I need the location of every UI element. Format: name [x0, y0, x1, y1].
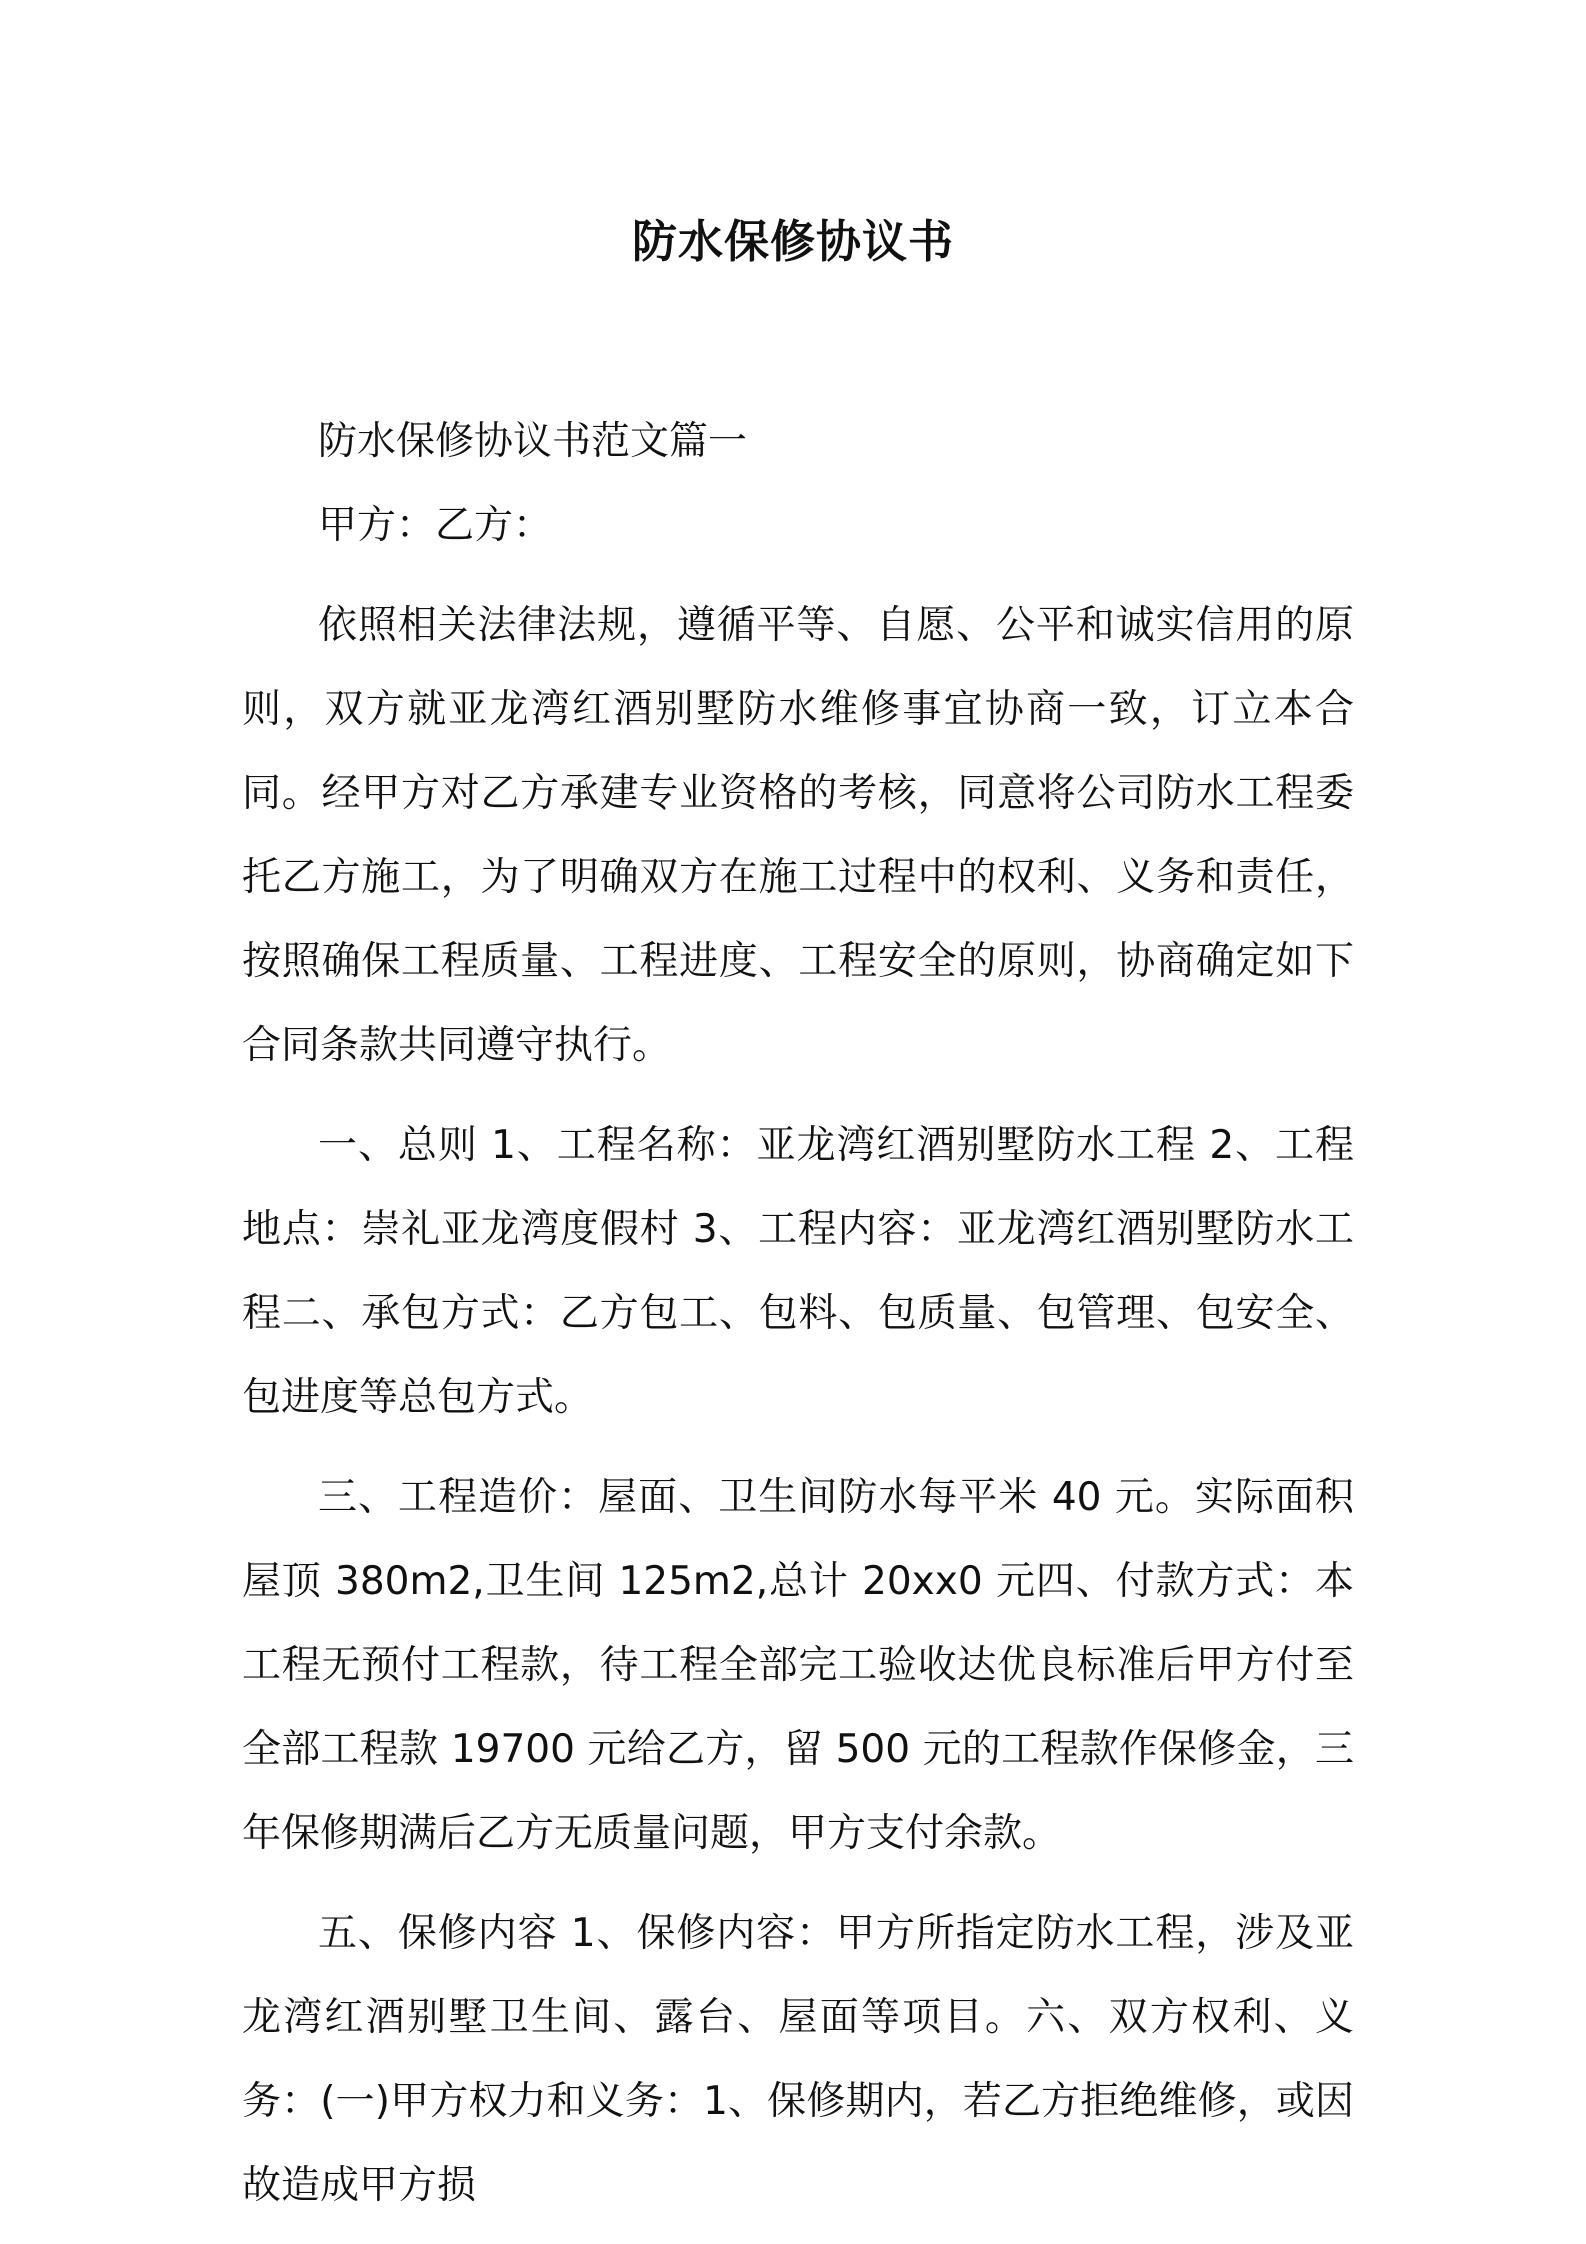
- document-body: [242, 400, 1354, 2228]
- paragraph-pricing-payment: 三、工程造价：屋面、卫生间防水每平米 40 元。实际面积屋顶 380m2,卫生间 125m2,总计 20xx0 元四、付款方式：本工程无预付工程款，待工程全部完工验收达优良标准后甲方付至全部工程款 19700 元给乙方，留 500 元的工程款作保修金，三年保修期满后乙方无质量问题，甲方支付余款。: [242, 1475, 1354, 1856]
- paragraph-subtitle: 防水保修协议书范文篇一: [318, 419, 748, 464]
- paragraph-parties: 甲方：乙方：: [318, 503, 553, 548]
- paragraph-preamble: 依照相关法律法规，遵循平等、自愿、公平和诚实信用的原则，双方就亚龙湾红酒别墅防水维修事宜协商一致，订立本合同。经甲方对乙方承建专业资格的考核，同意将公司防水工程委托乙方施工，为了明确双方在施工过程中的权利、义务和责任，按照确保工程质量、工程进度、工程安全的原则，协商确定如下合同条款共同遵守执行。: [242, 603, 1354, 1068]
- paragraph-warranty: 五、保修内容 1、保修内容：甲方所指定防水工程，涉及亚龙湾红酒别墅卫生间、露台、屋面等项目。六、双方权利、义务：(一)甲方权力和义务：1、保修期内，若乙方拒绝维修，或因故造成甲方损: [242, 1911, 1354, 2208]
- paragraph-general-terms: 一、总则 1、工程名称：亚龙湾红酒别墅防水工程 2、工程地点：崇礼亚龙湾度假村 3、工程内容：亚龙湾红酒别墅防水工程二、承包方式：乙方包工、包料、包质量、包管理、包安全、包进度等总包方式。: [242, 1123, 1354, 1420]
- document-title: 防水保修协议书: [631, 215, 954, 268]
